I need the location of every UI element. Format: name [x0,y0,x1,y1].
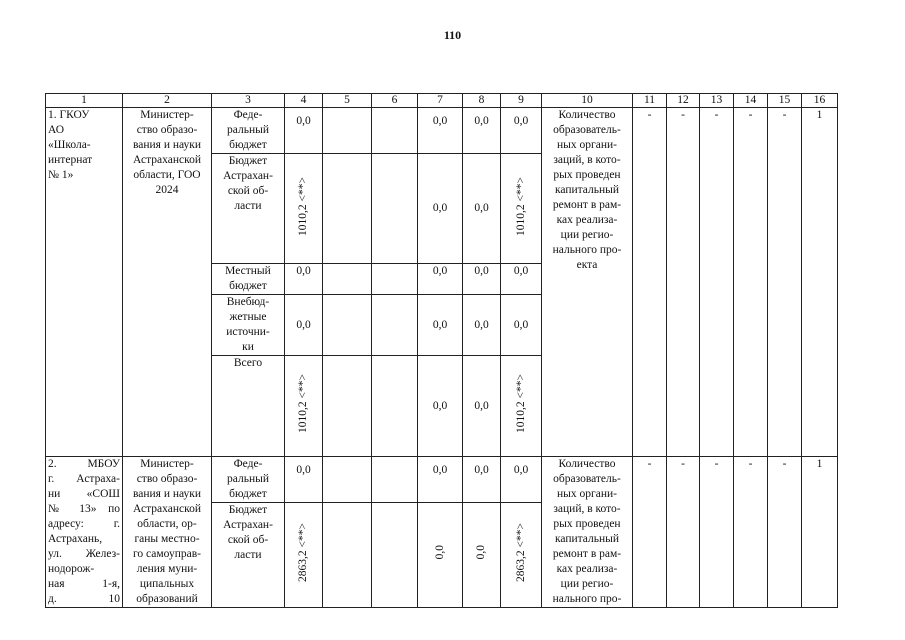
empty-cell [372,295,418,356]
value-cell: 0,0 [418,503,463,608]
value-cell: 0,0 [418,108,463,154]
header-cell: 12 [667,94,700,108]
header-cell: 5 [323,94,372,108]
table-row [46,108,838,154]
value-cell: 2863,2 <**> [501,503,542,608]
table-row [46,457,838,503]
header-cell: 8 [463,94,501,108]
executor-cell: Министер- ство образо- вания и науки Астраханской области, ор- ганы местно- го самоуправ- ления муни- ципальных образований [123,457,212,608]
header-cell: 2 [123,94,212,108]
object-name-cell: 2. МБОУ г. Астраха- ни «СОШ № 13» по адресу: г. Астрахань, ул. Желез- нодорож- ная 1-я, д. 10 [46,457,123,608]
source-cell: Местный бюджет [212,264,285,295]
value-cell: 0,0 [501,295,542,356]
value-cell: 0,0 [463,154,501,264]
value-cell: 0,0 [418,356,463,457]
value-cell: 0,0 [463,295,501,356]
count-cell: 1 [802,108,838,457]
header-cell: 10 [542,94,633,108]
value-cell: 0,0 [463,264,501,295]
page-number: 110 [443,28,462,42]
empty-cell [323,503,372,608]
value-cell: 0,0 [285,108,323,154]
empty-cell [323,295,372,356]
empty-cell [372,264,418,295]
empty-cell [323,108,372,154]
indicator-cell: Количество образователь- ных органи- заций, в кото- рых проведен капитальный ремонт в рам- ках реализа- ции регио- нального про- [542,457,633,608]
empty-cell [372,356,418,457]
object-name-cell: 1. ГКОУ АО «Школа- интернат № 1» [46,108,123,457]
value-cell: 1010,2 <**> [501,356,542,457]
empty-cell [323,457,372,503]
source-cell: Внебюд- жетные источни- ки [212,295,285,356]
header-cell: 4 [285,94,323,108]
value-cell: 0,0 [463,457,501,503]
header-cell: 9 [501,94,542,108]
value-cell: 0,0 [418,264,463,295]
dash-cell: - [667,108,700,457]
value-cell: 0,0 [501,264,542,295]
empty-cell [372,503,418,608]
source-cell: Феде- ральный бюджет [212,108,285,154]
dash-cell: - [700,108,734,457]
empty-cell [323,356,372,457]
header-cell: 15 [768,94,802,108]
value-cell: 0,0 [285,457,323,503]
empty-cell [323,264,372,295]
value-cell: 1010,2 <**> [285,356,323,457]
value-cell: 1010,2 <**> [285,154,323,264]
header-cell: 16 [802,94,838,108]
source-cell: Феде- ральный бюджет [212,457,285,503]
value-cell: 0,0 [463,503,501,608]
executor-cell: Министер- ство образо- вания и науки Астраханской области, ГОО 2024 [123,108,212,457]
value-cell: 0,0 [463,356,501,457]
header-cell: 7 [418,94,463,108]
header-cell: 1 [46,94,123,108]
header-cell: 13 [700,94,734,108]
header-cell: 14 [734,94,768,108]
dash-cell: - [633,108,667,457]
dash-cell: - [768,457,802,608]
dash-cell: - [633,457,667,608]
empty-cell [372,154,418,264]
header-row [46,94,838,108]
header-cell: 11 [633,94,667,108]
source-cell: Бюджет Астрахан- ской об- ласти [212,503,285,608]
dash-cell: - [734,108,768,457]
empty-cell [323,154,372,264]
dash-cell: - [734,457,768,608]
dash-cell: - [667,457,700,608]
dash-cell: - [768,108,802,457]
value-cell: 0,0 [285,264,323,295]
value-cell: 0,0 [285,295,323,356]
indicator-cell: Количество образователь- ных органи- заций, в кото- рых проведен капитальный ремонт в рам- ках реализа- ции регио- нального про- екта [542,108,633,457]
value-cell: 0,0 [418,457,463,503]
header-cell: 3 [212,94,285,108]
value-cell: 0,0 [418,154,463,264]
source-cell: Всего [212,356,285,457]
header-cell: 6 [372,94,418,108]
value-cell: 1010,2 <**> [501,154,542,264]
dash-cell: - [700,457,734,608]
count-cell: 1 [802,457,838,608]
value-cell: 0,0 [501,108,542,154]
source-cell: Бюджет Астрахан- ской об- ласти [212,154,285,264]
empty-cell [372,108,418,154]
value-cell: 0,0 [418,295,463,356]
value-cell: 0,0 [463,108,501,154]
empty-cell [372,457,418,503]
value-cell: 2863,2 <**> [285,503,323,608]
budget-table [45,93,838,608]
value-cell: 0,0 [501,457,542,503]
